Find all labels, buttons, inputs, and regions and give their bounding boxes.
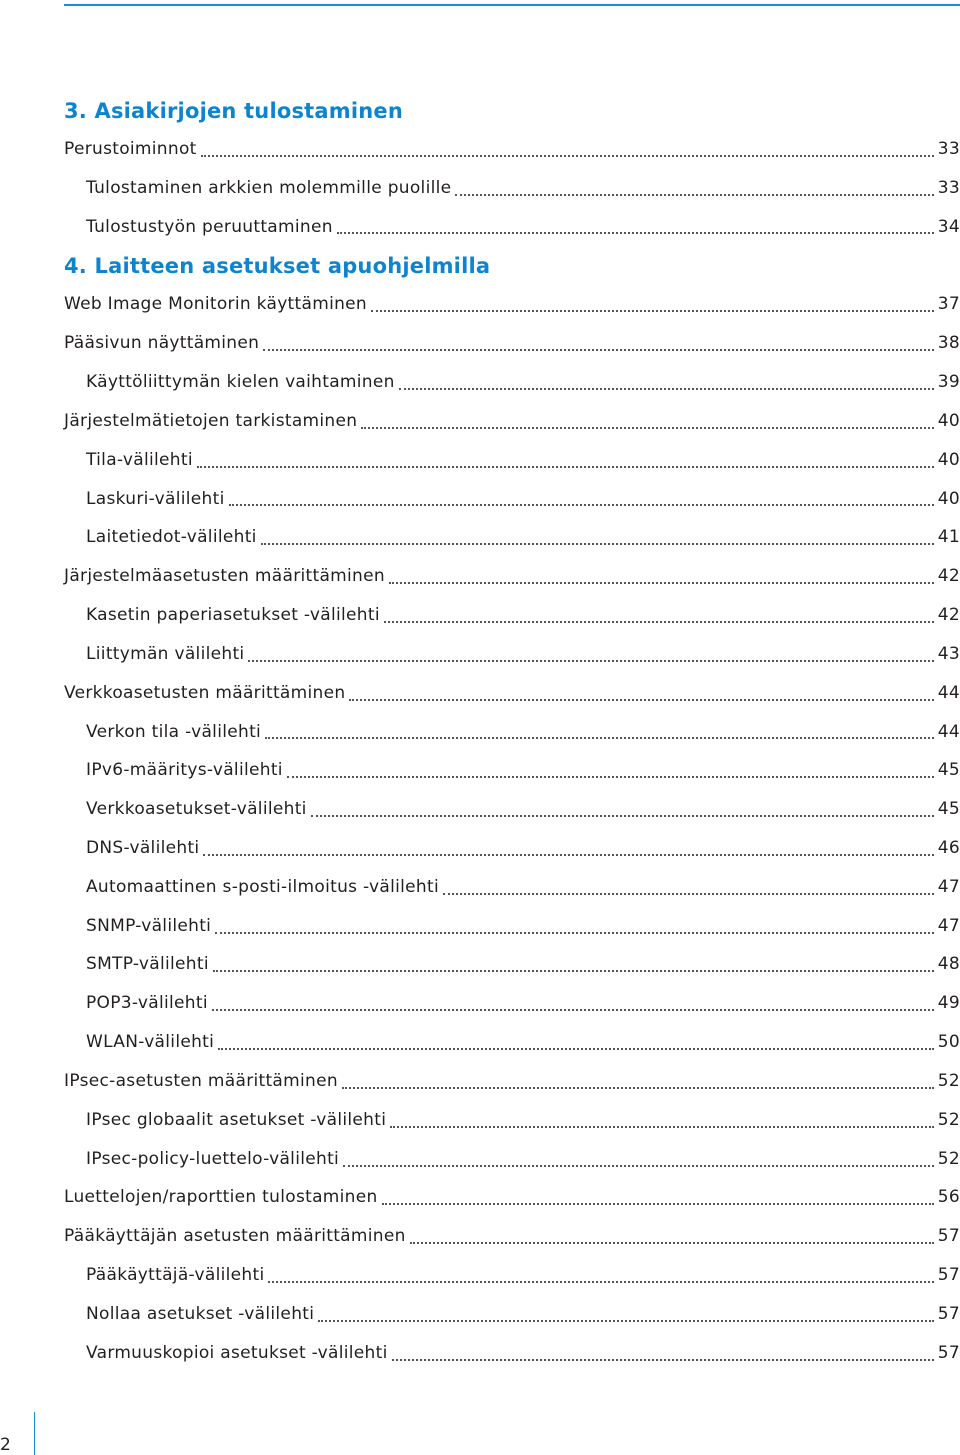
toc-subentry[interactable] — [64, 790, 960, 829]
dot-leader — [203, 854, 933, 856]
toc-entry-title: Verkkoasetusten määrittäminen — [64, 682, 346, 703]
toc-entry-page: 42 — [937, 605, 960, 626]
toc-entry-title: Verkon tila -välilehti — [86, 721, 262, 742]
toc-entry-title: Järjestelmäasetusten määrittäminen — [64, 566, 385, 587]
toc-entry-title: IPv6-määritys-välilehti — [86, 760, 283, 781]
toc-entry-page: 47 — [937, 915, 960, 936]
dot-leader — [248, 660, 933, 662]
toc-entry-title: WLAN-välilehti — [86, 1032, 215, 1053]
toc-entry-title: IPsec-policy-luettelo-välilehti — [86, 1148, 340, 1169]
dot-leader — [229, 504, 934, 506]
toc-subentry[interactable] — [64, 363, 960, 402]
footer-rule — [34, 1412, 35, 1455]
dot-leader — [265, 737, 934, 739]
dot-leader — [212, 1009, 934, 1011]
toc-entry-page: 40 — [937, 488, 960, 509]
toc-entry[interactable] — [64, 402, 960, 441]
toc-entry-page: 48 — [937, 954, 960, 975]
toc-subentry[interactable] — [64, 829, 960, 868]
toc-entry-title: Luettelojen/raporttien tulostaminen — [64, 1187, 378, 1208]
toc-subentry[interactable] — [64, 984, 960, 1023]
toc-entry-title: Tila-välilehti — [86, 449, 193, 470]
dot-leader — [399, 388, 934, 390]
toc-entry-title: Liittymän välilehti — [86, 643, 245, 664]
toc-entry[interactable] — [64, 285, 960, 324]
toc-entry-title: Laitetiedot-välilehti — [86, 527, 257, 548]
dot-leader — [268, 1281, 933, 1283]
toc-entry-page: 52 — [937, 1109, 960, 1130]
toc-entry-title: Pääkäyttäjä-välilehti — [86, 1265, 265, 1286]
toc-entry-title: Nollaa asetukset -välilehti — [86, 1303, 315, 1324]
toc-entry-title: SNMP-välilehti — [86, 915, 212, 936]
toc-entry-page: 57 — [937, 1342, 960, 1363]
toc-entry[interactable] — [64, 1062, 960, 1101]
dot-leader — [263, 349, 934, 351]
dot-leader — [213, 970, 934, 972]
toc-subentry[interactable] — [64, 1023, 960, 1062]
toc-entry-title: Perustoiminnot — [64, 138, 197, 159]
toc-entry-title: POP3-välilehti — [86, 993, 208, 1014]
toc-entry-page: 40 — [937, 449, 960, 470]
toc-entry-title: DNS-välilehti — [86, 837, 200, 858]
toc-chapter-heading[interactable]: 3. Asiakirjojen tulostaminen — [64, 98, 404, 123]
toc-entry-title: Tulostustyön peruuttaminen — [86, 216, 333, 237]
toc-entry-title: SMTP-välilehti — [86, 954, 209, 975]
toc-entry-page: 37 — [937, 294, 960, 315]
toc-subentry[interactable] — [64, 713, 960, 752]
toc-entry-page: 57 — [937, 1265, 960, 1286]
toc-subentry[interactable] — [64, 480, 960, 519]
toc-subentry[interactable] — [64, 946, 960, 985]
toc-entry-page: 33 — [937, 177, 960, 198]
dot-leader — [390, 1126, 934, 1128]
dot-leader — [215, 932, 934, 934]
page-number: 2 — [0, 1435, 11, 1455]
dot-leader — [287, 776, 934, 778]
dot-leader — [392, 1359, 934, 1361]
toc-entry[interactable] — [64, 1179, 960, 1218]
toc-entry-page: 57 — [937, 1303, 960, 1324]
toc-subentry[interactable] — [64, 208, 960, 247]
dot-leader — [343, 1165, 934, 1167]
toc-entry-page: 57 — [937, 1226, 960, 1247]
dot-leader — [384, 621, 934, 623]
toc-entry-page: 40 — [937, 410, 960, 431]
toc-entry-title: Verkkoasetukset-välilehti — [86, 799, 307, 820]
dot-leader — [337, 232, 934, 234]
toc-entry-title: Tulostaminen arkkien molemmille puolille — [86, 177, 452, 198]
toc-subentry[interactable] — [64, 441, 960, 480]
toc-entry-page: 45 — [937, 799, 960, 820]
dot-leader — [371, 310, 934, 312]
toc-entry-page: 33 — [937, 138, 960, 159]
toc-entry-title: Automaattinen s-posti-ilmoitus -välilehti — [86, 876, 439, 897]
toc-subentry[interactable] — [64, 751, 960, 790]
dot-leader — [382, 1203, 934, 1205]
dot-leader — [342, 1087, 934, 1089]
dot-leader — [201, 155, 934, 157]
toc-entry[interactable] — [64, 130, 960, 169]
toc-entry-page: 44 — [937, 721, 960, 742]
table-of-contents — [64, 91, 960, 1373]
dot-leader — [218, 1048, 934, 1050]
toc-entry-title: Järjestelmätietojen tarkistaminen — [64, 410, 358, 431]
toc-entry[interactable] — [64, 324, 960, 363]
toc-entry-page: 41 — [937, 527, 960, 548]
toc-entry-page: 38 — [937, 333, 960, 354]
dot-leader — [361, 427, 933, 429]
dot-leader — [443, 893, 934, 895]
toc-entry-page: 46 — [937, 837, 960, 858]
toc-entry-page: 49 — [937, 993, 960, 1014]
toc-entry-title: IPsec globaalit asetukset -välilehti — [86, 1109, 387, 1130]
toc-subentry[interactable] — [64, 1334, 960, 1373]
toc-subentry[interactable] — [64, 169, 960, 208]
dot-leader — [197, 466, 934, 468]
toc-subentry[interactable] — [64, 596, 960, 635]
toc-entry-page: 45 — [937, 760, 960, 781]
toc-entry-page: 42 — [937, 566, 960, 587]
toc-entry-title: Kasetin paperiasetukset -välilehti — [86, 605, 380, 626]
toc-entry-title: Varmuuskopioi asetukset -välilehti — [86, 1342, 388, 1363]
dot-leader — [389, 582, 934, 584]
dot-leader — [311, 815, 934, 817]
toc-subentry[interactable] — [64, 1295, 960, 1334]
dot-leader — [455, 194, 933, 196]
toc-entry-title: Käyttöliittymän kielen vaihtaminen — [86, 372, 395, 393]
toc-subentry[interactable] — [64, 1256, 960, 1295]
top-rule — [64, 4, 960, 6]
toc-entry-page: 43 — [937, 643, 960, 664]
toc-entry-title: IPsec-asetusten määrittäminen — [64, 1070, 338, 1091]
toc-chapter-heading[interactable]: 4. Laitteen asetukset apuohjelmilla — [64, 253, 491, 278]
dot-leader — [349, 699, 933, 701]
toc-entry-page: 52 — [937, 1148, 960, 1169]
toc-entry-page: 47 — [937, 876, 960, 897]
toc-entry-title: Pääkäyttäjän asetusten määrittäminen — [64, 1226, 406, 1247]
toc-entry-title: Pääsivun näyttäminen — [64, 333, 260, 354]
toc-entry-title: Web Image Monitorin käyttäminen — [64, 294, 367, 315]
toc-subentry[interactable] — [64, 518, 960, 557]
toc-entry-title: Laskuri-välilehti — [86, 488, 225, 509]
toc-entry-page: 50 — [937, 1032, 960, 1053]
toc-entry-page: 34 — [937, 216, 960, 237]
toc-subentry[interactable] — [64, 907, 960, 946]
dot-leader — [261, 543, 934, 545]
toc-subentry[interactable] — [64, 635, 960, 674]
dot-leader — [318, 1320, 934, 1322]
toc-subentry[interactable] — [64, 868, 960, 907]
toc-entry[interactable] — [64, 557, 960, 596]
toc-entry-page: 52 — [937, 1070, 960, 1091]
toc-entry-page: 56 — [937, 1187, 960, 1208]
toc-entry[interactable] — [64, 1217, 960, 1256]
toc-subentry[interactable] — [64, 1140, 960, 1179]
toc-subentry[interactable] — [64, 1101, 960, 1140]
toc-entry-page: 44 — [937, 682, 960, 703]
dot-leader — [410, 1242, 934, 1244]
toc-entry-page: 39 — [937, 372, 960, 393]
toc-entry[interactable] — [64, 674, 960, 713]
